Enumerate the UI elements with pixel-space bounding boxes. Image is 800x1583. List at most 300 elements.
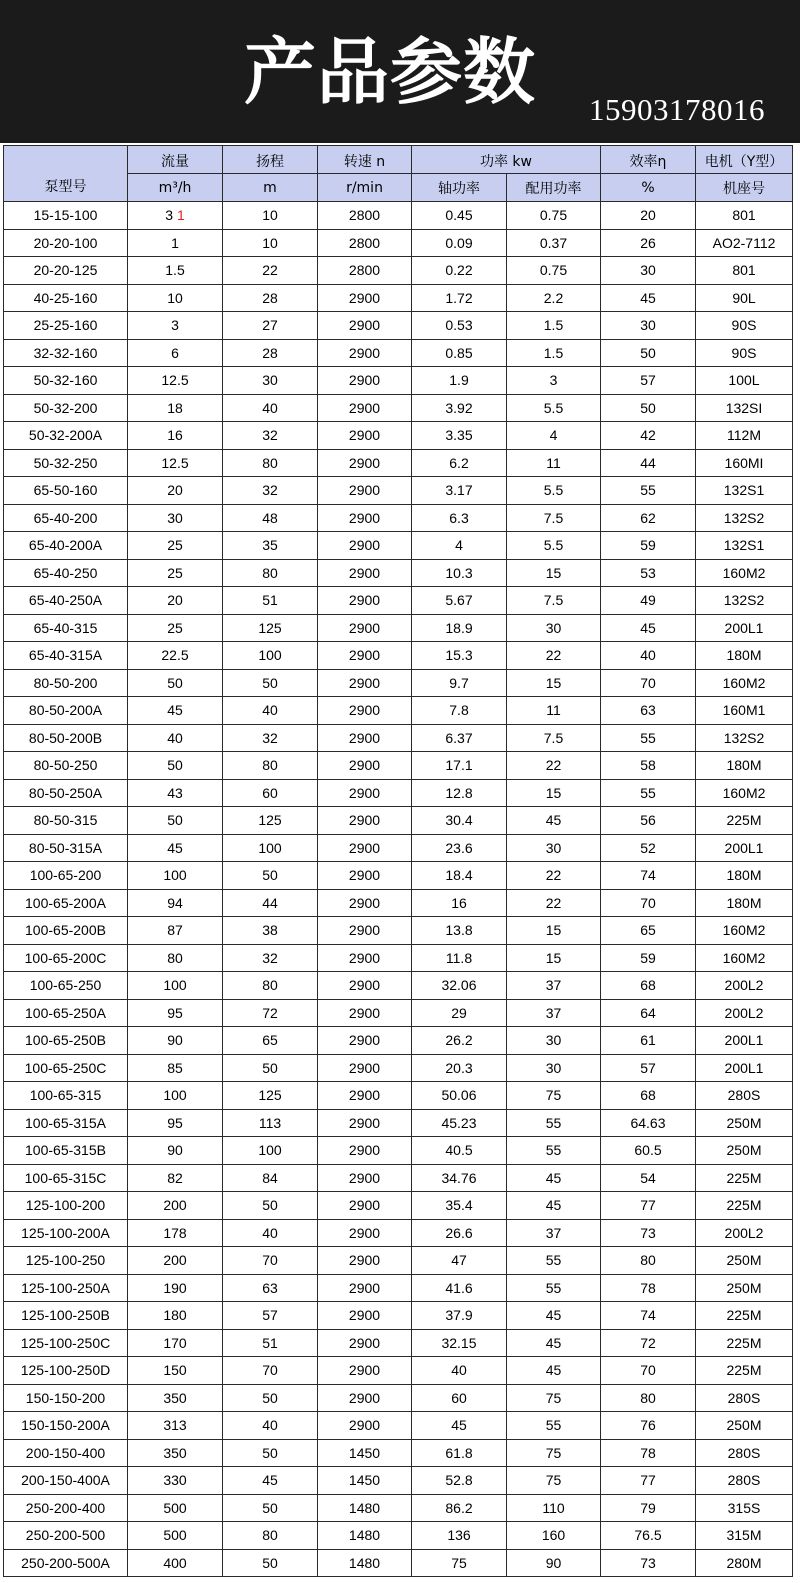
cell-shaft-power-value: 11.8 bbox=[445, 949, 473, 966]
cell-flow-value: 180 bbox=[163, 1307, 187, 1324]
table-row bbox=[4, 395, 793, 423]
cell-model bbox=[4, 752, 128, 780]
cell-flow-value: 50 bbox=[167, 674, 183, 691]
cell-speed-value: 2900 bbox=[348, 894, 381, 911]
cell-flow bbox=[128, 1550, 223, 1578]
cell-flow-value: 100 bbox=[163, 977, 187, 994]
cell-speed-value: 2900 bbox=[348, 344, 381, 361]
table-row bbox=[4, 1467, 793, 1495]
cell-shaft-power-value: 0.45 bbox=[445, 207, 473, 224]
table-row bbox=[4, 505, 793, 533]
cell-flow-value: 170 bbox=[163, 1334, 187, 1351]
cell-model-value: 100-65-250C bbox=[24, 1059, 107, 1076]
cell-model bbox=[4, 1550, 128, 1578]
cell-model-value: 65-40-200A bbox=[28, 537, 103, 554]
header-motor-frame bbox=[696, 174, 793, 202]
cell-head-value: 51 bbox=[262, 1334, 278, 1351]
cell-rated-power bbox=[507, 367, 601, 395]
cell-flow-value: 18 bbox=[167, 399, 183, 416]
cell-speed bbox=[318, 615, 412, 643]
cell-head bbox=[223, 1110, 318, 1138]
cell-flow bbox=[128, 505, 223, 533]
cell-motor-frame bbox=[696, 312, 793, 340]
table-row bbox=[4, 1522, 793, 1550]
cell-model bbox=[4, 945, 128, 973]
cell-head bbox=[223, 1302, 318, 1330]
cell-speed-value: 2800 bbox=[348, 234, 381, 251]
cell-speed-value: 2900 bbox=[348, 399, 381, 416]
cell-shaft-power bbox=[412, 367, 507, 395]
cell-shaft-power bbox=[412, 587, 507, 615]
cell-shaft-power-value: 9.7 bbox=[449, 674, 469, 691]
cell-head bbox=[223, 1275, 318, 1303]
cell-speed bbox=[318, 505, 412, 533]
cell-head-value: 65 bbox=[262, 1032, 278, 1049]
cell-speed-value: 2800 bbox=[348, 262, 381, 279]
cell-model-value: 100-65-250A bbox=[25, 1004, 106, 1021]
cell-model bbox=[4, 1192, 128, 1220]
cell-shaft-power bbox=[412, 1330, 507, 1358]
cell-motor-frame bbox=[696, 835, 793, 863]
cell-speed bbox=[318, 807, 412, 835]
cell-head bbox=[223, 257, 318, 285]
cell-rated-power-value: 11 bbox=[546, 702, 561, 719]
cell-model-value: 200-150-400 bbox=[25, 1444, 106, 1461]
cell-head bbox=[223, 807, 318, 835]
cell-flow-value: 16 bbox=[167, 427, 183, 444]
cell-speed-value: 1450 bbox=[348, 1472, 381, 1489]
cell-efficiency-value: 59 bbox=[640, 537, 656, 554]
cell-shaft-power-value: 26.6 bbox=[445, 1224, 473, 1241]
cell-model bbox=[4, 202, 128, 230]
cell-flow-value: 25 bbox=[167, 537, 183, 554]
cell-rated-power-value: 55 bbox=[545, 1417, 562, 1434]
header-rated-power-label: 配用功率 bbox=[525, 180, 582, 197]
cell-efficiency-value: 50 bbox=[640, 399, 656, 416]
cell-head bbox=[223, 1137, 318, 1165]
table-row bbox=[4, 257, 793, 285]
cell-motor-frame-value: 280S bbox=[727, 1472, 761, 1489]
table-row bbox=[4, 1357, 793, 1385]
header-head-unit bbox=[223, 174, 318, 202]
cell-flow-value: 25 bbox=[167, 619, 183, 636]
cell-motor-frame-value: 225M bbox=[726, 1334, 762, 1351]
cell-speed bbox=[318, 670, 412, 698]
cell-speed-value: 2900 bbox=[348, 289, 381, 306]
cell-head bbox=[223, 367, 318, 395]
cell-speed-value: 2900 bbox=[348, 1032, 381, 1049]
cell-rated-power bbox=[507, 1385, 601, 1413]
header-shaft-power bbox=[412, 174, 507, 202]
cell-speed bbox=[318, 945, 412, 973]
cell-rated-power-value: 45 bbox=[545, 1307, 562, 1324]
cell-efficiency bbox=[601, 450, 696, 478]
cell-rated-power-value: 45 bbox=[545, 1334, 562, 1351]
cell-flow bbox=[128, 1137, 223, 1165]
cell-motor-frame bbox=[696, 890, 793, 918]
cell-shaft-power-value: 0.09 bbox=[445, 234, 473, 251]
cell-head-value: 32 bbox=[262, 427, 278, 444]
cell-model bbox=[4, 1027, 128, 1055]
cell-model-value: 50-32-160 bbox=[33, 372, 98, 389]
cell-motor-frame-value: 225M bbox=[726, 812, 762, 829]
cell-model bbox=[4, 1165, 128, 1193]
cell-efficiency-value: 78 bbox=[640, 1444, 656, 1461]
cell-speed bbox=[318, 697, 412, 725]
cell-shaft-power-value: 10.3 bbox=[445, 564, 473, 581]
cell-motor-frame-value: 90S bbox=[731, 317, 757, 334]
cell-head-value: 50 bbox=[262, 1389, 278, 1406]
cell-head bbox=[223, 1027, 318, 1055]
header-speed-label: 转速 n bbox=[343, 154, 386, 170]
cell-shaft-power bbox=[412, 1357, 507, 1385]
cell-shaft-power-value: 35.4 bbox=[445, 1197, 473, 1214]
table-row bbox=[4, 312, 793, 340]
cell-shaft-power-value: 47 bbox=[451, 1252, 467, 1269]
cell-head bbox=[223, 395, 318, 423]
cell-motor-frame bbox=[696, 1055, 793, 1083]
cell-speed-value: 2900 bbox=[348, 702, 381, 719]
cell-flow-value: 25 bbox=[167, 564, 183, 581]
cell-flow-value: 45 bbox=[167, 839, 183, 856]
cell-model-value: 125-100-250A bbox=[21, 1279, 110, 1296]
cell-rated-power-value: 55 bbox=[545, 1142, 562, 1159]
cell-rated-power bbox=[507, 1000, 601, 1028]
cell-head-value: 100 bbox=[258, 839, 282, 856]
cell-speed-value: 2800 bbox=[348, 207, 381, 224]
cell-model-value: 250-200-400 bbox=[25, 1499, 106, 1516]
cell-motor-frame-value: 200L1 bbox=[724, 619, 764, 636]
cell-efficiency bbox=[601, 752, 696, 780]
cell-shaft-power bbox=[412, 1275, 507, 1303]
cell-efficiency bbox=[601, 1385, 696, 1413]
cell-speed-value: 2900 bbox=[348, 922, 381, 939]
cell-head bbox=[223, 340, 318, 368]
cell-rated-power bbox=[507, 1027, 601, 1055]
cell-efficiency bbox=[601, 367, 696, 395]
cell-efficiency-value: 26 bbox=[640, 234, 656, 251]
cell-motor-frame-value: 250M bbox=[726, 1252, 762, 1269]
cell-speed-value: 2900 bbox=[348, 1114, 381, 1131]
cell-head bbox=[223, 1165, 318, 1193]
cell-model-value: 65-40-315 bbox=[33, 619, 98, 636]
cell-head-value: 44 bbox=[262, 894, 278, 911]
cell-efficiency-value: 64 bbox=[640, 1004, 656, 1021]
table-body bbox=[4, 202, 793, 1577]
cell-shaft-power-value: 61.8 bbox=[445, 1444, 473, 1461]
cell-flow-value: 90 bbox=[167, 1142, 183, 1159]
cell-head bbox=[223, 890, 318, 918]
cell-efficiency bbox=[601, 1137, 696, 1165]
cell-efficiency-value: 62 bbox=[640, 509, 656, 526]
cell-speed bbox=[318, 560, 412, 588]
cell-flow bbox=[128, 752, 223, 780]
header-head-unit-label: m bbox=[263, 179, 277, 196]
cell-shaft-power bbox=[412, 1027, 507, 1055]
cell-efficiency bbox=[601, 835, 696, 863]
cell-efficiency-value: 60.5 bbox=[634, 1142, 662, 1159]
cell-shaft-power bbox=[412, 1495, 507, 1523]
cell-model bbox=[4, 395, 128, 423]
cell-efficiency bbox=[601, 395, 696, 423]
cell-speed-value: 2900 bbox=[348, 949, 381, 966]
cell-speed-value: 2900 bbox=[348, 317, 381, 334]
cell-motor-frame-value: 280S bbox=[727, 1087, 761, 1104]
cell-rated-power-value: 15 bbox=[545, 922, 562, 939]
cell-shaft-power bbox=[412, 1000, 507, 1028]
cell-model bbox=[4, 340, 128, 368]
cell-efficiency-value: 77 bbox=[640, 1472, 656, 1489]
table-row bbox=[4, 1550, 793, 1578]
cell-efficiency-value: 76.5 bbox=[634, 1527, 662, 1544]
cell-shaft-power-value: 1.9 bbox=[449, 372, 469, 389]
table-row bbox=[4, 1385, 793, 1413]
cell-efficiency-value: 42 bbox=[640, 427, 656, 444]
cell-efficiency bbox=[601, 615, 696, 643]
cell-head bbox=[223, 725, 318, 753]
cell-efficiency bbox=[601, 972, 696, 1000]
cell-rated-power-value: 1.5 bbox=[543, 317, 564, 334]
cell-shaft-power bbox=[412, 1440, 507, 1468]
cell-head bbox=[223, 1440, 318, 1468]
cell-model-value: 125-100-250B bbox=[21, 1307, 110, 1324]
cell-head-value: 32 bbox=[262, 949, 278, 966]
cell-motor-frame bbox=[696, 340, 793, 368]
cell-motor-frame bbox=[696, 1137, 793, 1165]
cell-flow bbox=[128, 697, 223, 725]
cell-rated-power-value: 75 bbox=[545, 1087, 562, 1104]
cell-rated-power bbox=[507, 1495, 601, 1523]
cell-efficiency-value: 68 bbox=[640, 977, 656, 994]
cell-rated-power bbox=[507, 1440, 601, 1468]
cell-shaft-power bbox=[412, 1165, 507, 1193]
cell-rated-power bbox=[507, 972, 601, 1000]
cell-head bbox=[223, 477, 318, 505]
cell-motor-frame bbox=[696, 1495, 793, 1523]
cell-efficiency-value: 77 bbox=[640, 1197, 656, 1214]
cell-efficiency-value: 45 bbox=[640, 289, 656, 306]
cell-flow bbox=[128, 285, 223, 313]
table-row bbox=[4, 532, 793, 560]
cell-head-value: 63 bbox=[262, 1279, 278, 1296]
cell-rated-power bbox=[507, 835, 601, 863]
cell-motor-frame-value: 132S2 bbox=[723, 729, 765, 746]
header-head-label: 扬程 bbox=[256, 154, 284, 170]
cell-shaft-power bbox=[412, 697, 507, 725]
table-row bbox=[4, 972, 793, 1000]
cell-head bbox=[223, 835, 318, 863]
cell-head-value: 50 bbox=[262, 1554, 278, 1571]
cell-shaft-power bbox=[412, 1220, 507, 1248]
cell-shaft-power-value: 23.6 bbox=[445, 839, 473, 856]
cell-model bbox=[4, 725, 128, 753]
header-efficiency-unit-label: % bbox=[641, 179, 655, 196]
cell-rated-power-value: 45 bbox=[545, 1362, 562, 1379]
cell-motor-frame bbox=[696, 477, 793, 505]
cell-flow-value: 50 bbox=[167, 757, 183, 774]
cell-flow bbox=[128, 1055, 223, 1083]
cell-rated-power bbox=[507, 340, 601, 368]
cell-flow bbox=[128, 1275, 223, 1303]
cell-head bbox=[223, 1467, 318, 1495]
cell-flow-value: 43 bbox=[167, 784, 183, 801]
cell-head-value: 32 bbox=[262, 729, 278, 746]
cell-flow-value: 3 bbox=[165, 207, 173, 224]
cell-model-value: 65-40-315A bbox=[28, 647, 103, 664]
cell-head bbox=[223, 450, 318, 478]
cell-flow bbox=[128, 422, 223, 450]
header-model-label: 泵型号 bbox=[44, 179, 87, 195]
cell-model-value: 40-25-160 bbox=[33, 289, 98, 306]
cell-flow-value: 30 bbox=[167, 509, 183, 526]
cell-head bbox=[223, 697, 318, 725]
cell-speed-value: 2900 bbox=[348, 674, 381, 691]
cell-efficiency bbox=[601, 1055, 696, 1083]
cell-head bbox=[223, 1055, 318, 1083]
cell-efficiency-value: 57 bbox=[640, 1059, 656, 1076]
cell-motor-frame-value: 280M bbox=[726, 1554, 762, 1571]
cell-head bbox=[223, 780, 318, 808]
table-row bbox=[4, 285, 793, 313]
cell-head bbox=[223, 1495, 318, 1523]
cell-rated-power bbox=[507, 257, 601, 285]
cell-head bbox=[223, 642, 318, 670]
cell-efficiency bbox=[601, 477, 696, 505]
cell-speed-value: 2900 bbox=[348, 1059, 381, 1076]
cell-motor-frame bbox=[696, 1412, 793, 1440]
cell-model bbox=[4, 835, 128, 863]
header-power-label: 功率 kw bbox=[479, 154, 532, 170]
cell-speed-value: 1450 bbox=[348, 1444, 381, 1461]
cell-model-value: 80-50-250A bbox=[28, 784, 103, 801]
cell-efficiency-value: 40 bbox=[640, 647, 656, 664]
cell-shaft-power bbox=[412, 670, 507, 698]
cell-rated-power bbox=[507, 1082, 601, 1110]
table-row bbox=[4, 752, 793, 780]
header-speed bbox=[318, 146, 412, 174]
header-speed-unit-label: r/min bbox=[346, 179, 383, 196]
cell-flow bbox=[128, 257, 223, 285]
cell-model-value: 100-65-200C bbox=[24, 949, 107, 966]
cell-head-value: 38 bbox=[262, 922, 278, 939]
cell-motor-frame-value: 160M2 bbox=[722, 674, 766, 691]
cell-flow bbox=[128, 560, 223, 588]
cell-speed bbox=[318, 1027, 412, 1055]
cell-flow-value: 80 bbox=[167, 949, 183, 966]
header-motor-frame-label: 机座号 bbox=[723, 180, 765, 197]
table-row bbox=[4, 945, 793, 973]
cell-model bbox=[4, 285, 128, 313]
cell-head-value: 28 bbox=[262, 344, 278, 361]
cell-shaft-power bbox=[412, 202, 507, 230]
cell-rated-power bbox=[507, 1247, 601, 1275]
cell-efficiency bbox=[601, 670, 696, 698]
cell-flow bbox=[128, 587, 223, 615]
cell-flow-value: 190 bbox=[163, 1279, 187, 1296]
cell-shaft-power-value: 1.72 bbox=[445, 289, 473, 306]
cell-shaft-power bbox=[412, 1522, 507, 1550]
cell-model-value: 100-65-250B bbox=[25, 1032, 106, 1049]
cell-model bbox=[4, 1522, 128, 1550]
cell-rated-power-value: 55 bbox=[545, 1279, 562, 1296]
cell-efficiency-value: 30 bbox=[640, 317, 656, 334]
cell-rated-power-value: 30 bbox=[545, 1059, 562, 1076]
cell-model bbox=[4, 615, 128, 643]
cell-flow bbox=[128, 367, 223, 395]
cell-head bbox=[223, 1522, 318, 1550]
table-row bbox=[4, 230, 793, 258]
cell-model bbox=[4, 230, 128, 258]
cell-speed-value: 2900 bbox=[348, 1224, 381, 1241]
cell-motor-frame-value: 132S2 bbox=[723, 592, 765, 609]
product-parameter-table bbox=[3, 145, 793, 1577]
cell-head-value: 80 bbox=[262, 564, 278, 581]
cell-model-value: 100-65-200 bbox=[29, 867, 102, 884]
header-motor bbox=[696, 146, 793, 174]
cell-shaft-power-value: 30.4 bbox=[445, 812, 473, 829]
cell-speed-value: 2900 bbox=[348, 509, 381, 526]
cell-model-value: 25-25-160 bbox=[33, 317, 98, 334]
cell-rated-power bbox=[507, 670, 601, 698]
header-head bbox=[223, 146, 318, 174]
cell-flow bbox=[128, 450, 223, 478]
cell-speed-value: 2900 bbox=[348, 454, 381, 471]
cell-head-value: 48 bbox=[262, 509, 278, 526]
cell-flow-value: 87 bbox=[167, 922, 183, 939]
cell-head-value: 40 bbox=[262, 1417, 278, 1434]
cell-head-value: 51 bbox=[262, 592, 278, 609]
cell-efficiency bbox=[601, 1330, 696, 1358]
cell-speed bbox=[318, 1302, 412, 1330]
cell-speed bbox=[318, 340, 412, 368]
cell-model-value: 100-65-315A bbox=[25, 1114, 106, 1131]
cell-speed bbox=[318, 450, 412, 478]
cell-shaft-power-value: 41.6 bbox=[445, 1279, 473, 1296]
cell-head-value: 28 bbox=[262, 289, 278, 306]
cell-model bbox=[4, 505, 128, 533]
cell-flow bbox=[128, 780, 223, 808]
cell-model-value: 100-65-315 bbox=[29, 1087, 102, 1104]
cell-rated-power-value: 5.5 bbox=[543, 482, 564, 499]
cell-motor-frame bbox=[696, 670, 793, 698]
cell-efficiency-value: 54 bbox=[640, 1169, 656, 1186]
cell-motor-frame-value: 280S bbox=[727, 1389, 761, 1406]
cell-motor-frame bbox=[696, 1440, 793, 1468]
cell-head-value: 22 bbox=[262, 262, 278, 279]
cell-flow bbox=[128, 1440, 223, 1468]
cell-flow bbox=[128, 972, 223, 1000]
cell-shaft-power-value: 3.35 bbox=[445, 427, 473, 444]
table-row bbox=[4, 1110, 793, 1138]
cell-motor-frame-value: 160MI bbox=[724, 454, 764, 471]
cell-shaft-power-value: 75 bbox=[451, 1554, 467, 1571]
header-flow-label: 流量 bbox=[161, 154, 189, 170]
cell-shaft-power bbox=[412, 1302, 507, 1330]
cell-model bbox=[4, 1302, 128, 1330]
cell-rated-power-value: 1.5 bbox=[543, 344, 564, 361]
cell-motor-frame bbox=[696, 450, 793, 478]
cell-efficiency bbox=[601, 642, 696, 670]
cell-model bbox=[4, 642, 128, 670]
cell-motor-frame-value: 225M bbox=[726, 1197, 762, 1214]
cell-model-value: 65-40-250 bbox=[33, 564, 98, 581]
cell-efficiency bbox=[601, 917, 696, 945]
cell-shaft-power bbox=[412, 972, 507, 1000]
cell-speed bbox=[318, 890, 412, 918]
header-rated-power bbox=[507, 174, 601, 202]
cell-flow-value: 12.5 bbox=[161, 372, 189, 389]
cell-shaft-power bbox=[412, 1137, 507, 1165]
